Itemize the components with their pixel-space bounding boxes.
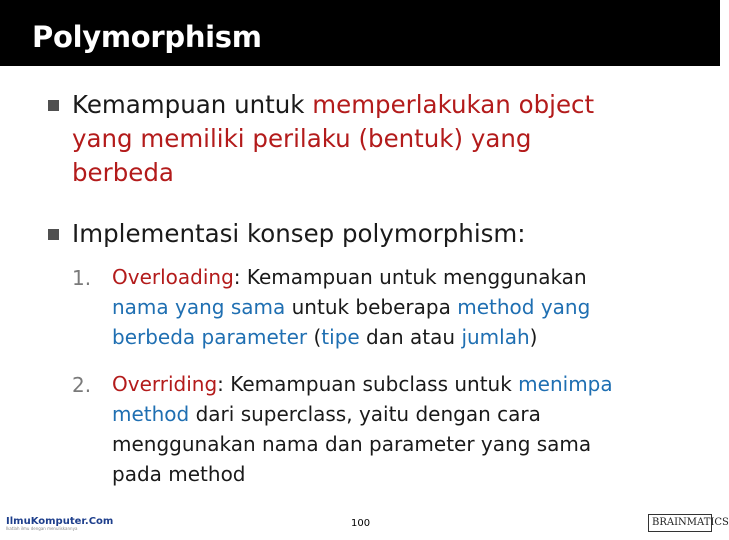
item-2-highlight: menimpa [518,372,613,396]
item-2-text: : Kemampuan subclass untuk [217,372,519,396]
item-2-highlight: method [112,402,190,426]
bullet-1-text-highlight: memperlakukan object [312,90,595,119]
brainmatics-logo: BRAINMATICS [648,514,712,532]
item-1-highlight: jumlah [461,325,530,349]
bullet-1-line-2: yang memiliki perilaku (bentuk) yang [72,124,532,153]
item-1-text: ) [529,325,538,349]
item-1-highlight: berbeda parameter [112,325,308,349]
item-1-text: dan atau [359,325,462,349]
item-1-highlight: tipe [321,325,360,349]
bullet-1-line-3: berbeda [72,158,174,187]
term-overriding: Overriding [112,372,218,396]
page-number: 100 [351,518,371,529]
bullet-2: Implementasi konsep polymorphism: [72,219,526,248]
title-bar [0,0,720,66]
bullet-1-text-a: Kemampuan untuk [72,90,313,119]
bullet-square-icon [48,100,59,111]
item-2-text: menggunakan nama dan parameter yang sama [112,432,592,456]
ilmukomputer-logo [6,516,113,531]
item-2 [112,369,682,489]
item-1-highlight: method yang [457,295,591,319]
item-1-highlight: nama yang sama [112,295,286,319]
item-1-number: 1. [72,266,92,290]
term-overloading: Overloading [112,265,234,289]
item-2-number: 2. [72,373,92,397]
item-1-text: untuk beberapa [285,295,458,319]
left-logo-text: IlmuKomputer.Com [6,516,114,527]
bullet-1 [72,88,692,190]
item-1-text: ( [307,325,322,349]
bullet-square-icon [48,229,59,240]
item-1 [112,262,682,352]
left-logo-subtext: Ikatlah ilmu dengan menuliskannya [6,526,78,531]
slide-title: Polymorphism [32,20,262,54]
item-2-text: pada method [112,462,246,486]
item-1-text: : Kemampuan untuk menggunakan [233,265,587,289]
item-2-text: dari superclass, yaitu dengan cara [189,402,541,426]
